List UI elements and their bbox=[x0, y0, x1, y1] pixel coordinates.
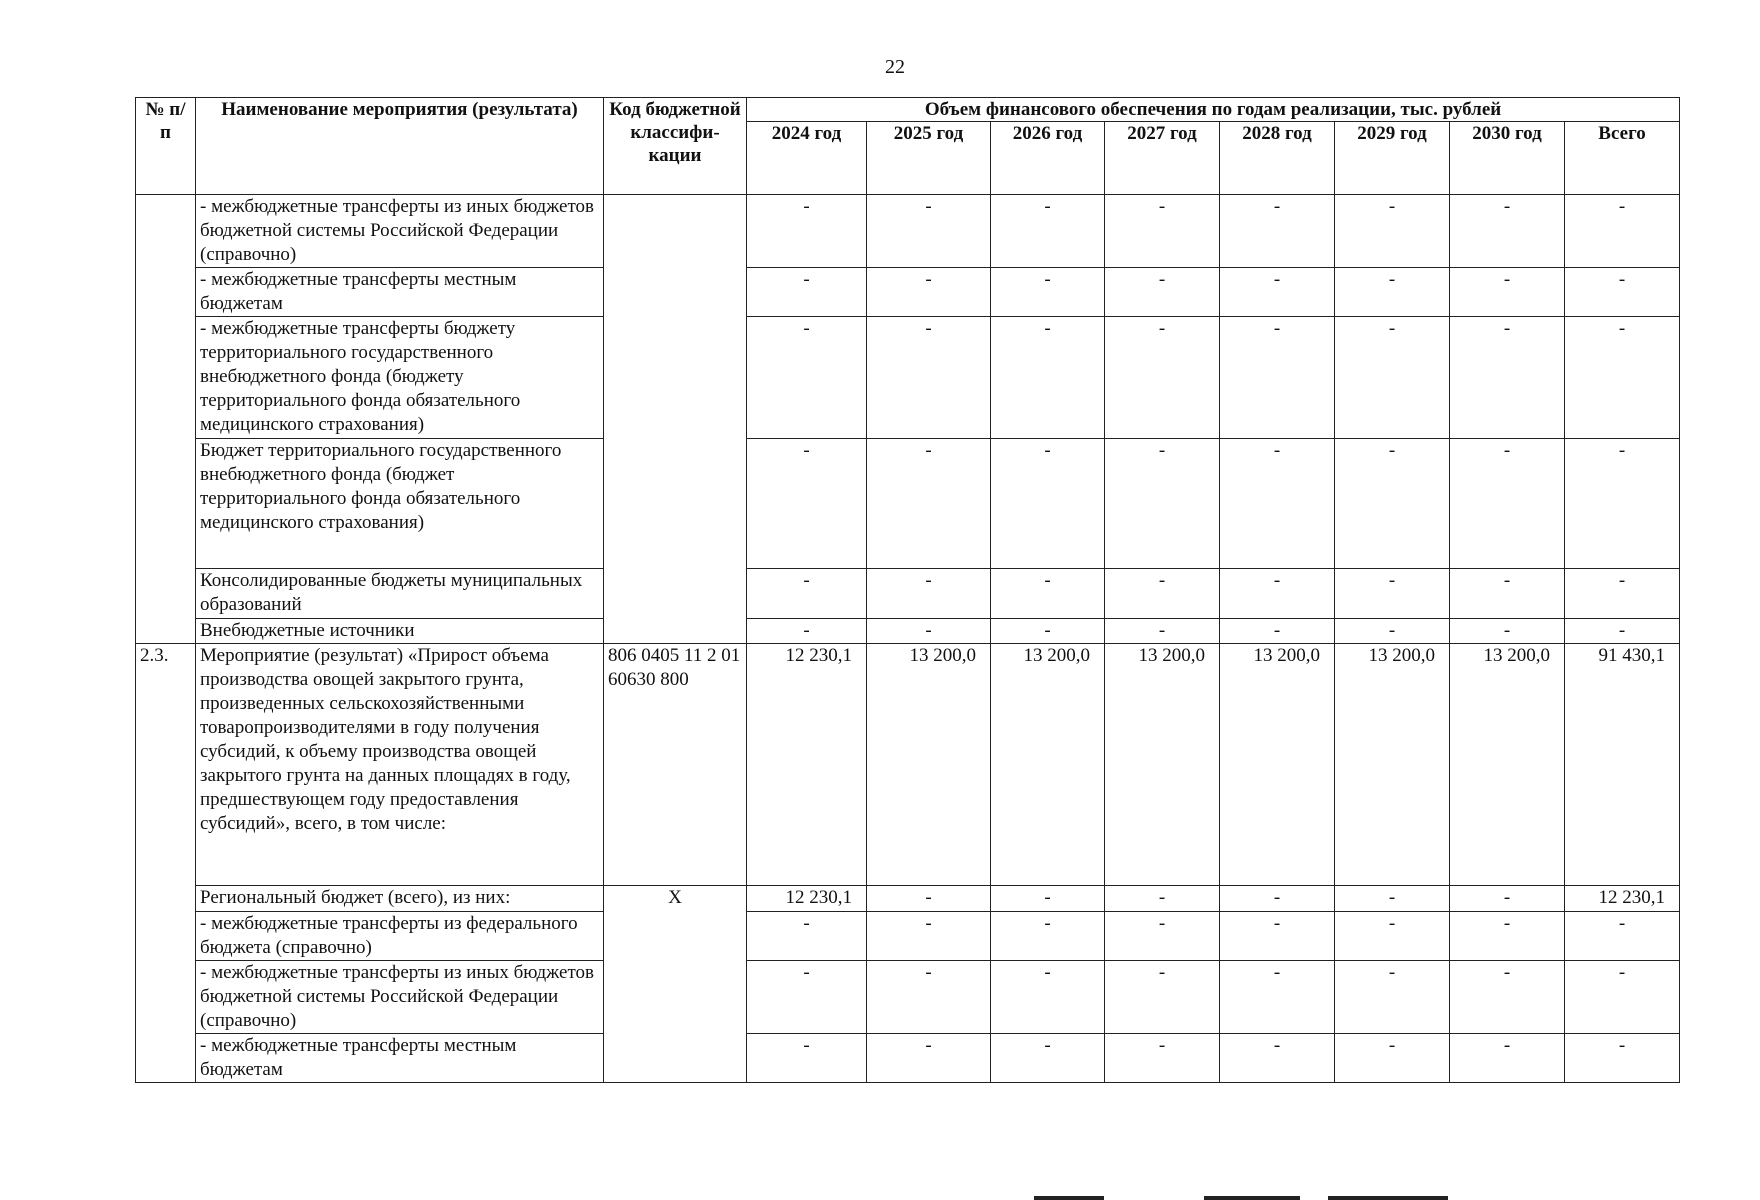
value-2029: - bbox=[1335, 195, 1450, 268]
value-2029: - bbox=[1335, 886, 1450, 912]
page-number: 22 bbox=[885, 56, 905, 78]
value-2028: - bbox=[1220, 886, 1335, 912]
value-2030: - bbox=[1450, 268, 1565, 317]
value-2026: - bbox=[991, 317, 1105, 439]
value-2027: - bbox=[1105, 912, 1220, 961]
value-2030: - bbox=[1450, 886, 1565, 912]
value-2027: - bbox=[1105, 619, 1220, 644]
value-total: - bbox=[1565, 317, 1680, 439]
value-2027: - bbox=[1105, 195, 1220, 268]
value-2027: - bbox=[1105, 317, 1220, 439]
value-2029: - bbox=[1335, 569, 1450, 619]
value-total: - bbox=[1565, 569, 1680, 619]
value-2030: - bbox=[1450, 912, 1565, 961]
table-row bbox=[136, 195, 1680, 268]
scan-mark bbox=[1204, 1196, 1300, 1200]
row-name: - межбюджетные трансферты бюджету территориального государственного внебюджетного фонда (бюджету территориального фонда обязательного медицинского страхования) bbox=[196, 317, 604, 439]
value-2028: - bbox=[1220, 619, 1335, 644]
value-2027: - bbox=[1105, 439, 1220, 569]
row-index bbox=[136, 195, 196, 644]
value-2024: 12 230,1 bbox=[747, 644, 867, 886]
row-index: 2.3. bbox=[136, 644, 196, 1083]
value-2024: - bbox=[747, 569, 867, 619]
row-name: Внебюджетные источники bbox=[196, 619, 604, 644]
value-2030: 13 200,0 bbox=[1450, 644, 1565, 886]
scan-mark bbox=[1328, 1196, 1448, 1200]
value-2025: - bbox=[867, 317, 991, 439]
value-2028: - bbox=[1220, 268, 1335, 317]
table-row bbox=[136, 961, 1680, 1034]
value-2025: - bbox=[867, 268, 991, 317]
table-row bbox=[136, 268, 1680, 317]
value-2025: - bbox=[867, 886, 991, 912]
table-row bbox=[136, 912, 1680, 961]
value-2029: - bbox=[1335, 1034, 1450, 1083]
value-2026: - bbox=[991, 439, 1105, 569]
value-2026: - bbox=[991, 268, 1105, 317]
table-row bbox=[136, 619, 1680, 644]
value-total: 12 230,1 bbox=[1565, 886, 1680, 912]
value-2029: - bbox=[1335, 439, 1450, 569]
header-year-2026: 2026 год bbox=[991, 122, 1105, 195]
row-name: - межбюджетные трансферты из федерального бюджета (справочно) bbox=[196, 912, 604, 961]
value-2026: - bbox=[991, 195, 1105, 268]
value-2024: - bbox=[747, 961, 867, 1034]
value-2027: 13 200,0 bbox=[1105, 644, 1220, 886]
header-year-2030: 2030 год bbox=[1450, 122, 1565, 195]
row-name: Региональный бюджет (всего), из них: bbox=[196, 886, 604, 912]
value-2027: - bbox=[1105, 268, 1220, 317]
value-2028: - bbox=[1220, 569, 1335, 619]
value-2029: - bbox=[1335, 317, 1450, 439]
row-code bbox=[604, 195, 747, 644]
value-2026: - bbox=[991, 619, 1105, 644]
value-2027: - bbox=[1105, 569, 1220, 619]
value-2030: - bbox=[1450, 619, 1565, 644]
value-2024: - bbox=[747, 1034, 867, 1083]
value-2029: - bbox=[1335, 619, 1450, 644]
value-2024: - bbox=[747, 268, 867, 317]
row-name: - межбюджетные трансферты из иных бюджетов бюджетной системы Российской Федерации (справочно) bbox=[196, 961, 604, 1034]
value-2026: - bbox=[991, 569, 1105, 619]
value-2030: - bbox=[1450, 569, 1565, 619]
value-2025: - bbox=[867, 619, 991, 644]
value-total: - bbox=[1565, 195, 1680, 268]
value-2024: - bbox=[747, 439, 867, 569]
table-row bbox=[136, 644, 1680, 886]
value-2030: - bbox=[1450, 961, 1565, 1034]
value-2028: - bbox=[1220, 912, 1335, 961]
header-code: Код бюджетной классифи-кации bbox=[604, 98, 747, 195]
header-year-2029: 2029 год bbox=[1335, 122, 1450, 195]
value-2026: - bbox=[991, 961, 1105, 1034]
value-2026: - bbox=[991, 912, 1105, 961]
value-2024: - bbox=[747, 195, 867, 268]
value-2024: - bbox=[747, 317, 867, 439]
value-2030: - bbox=[1450, 317, 1565, 439]
row-name: Бюджет территориального государственного внебюджетного фонда (бюджет территориального фонда обязательного медицинского страхования) bbox=[196, 439, 604, 569]
value-2029: 13 200,0 bbox=[1335, 644, 1450, 886]
value-2026: - bbox=[991, 886, 1105, 912]
value-total: - bbox=[1565, 439, 1680, 569]
value-2024: - bbox=[747, 619, 867, 644]
value-total: - bbox=[1565, 619, 1680, 644]
value-2026: 13 200,0 bbox=[991, 644, 1105, 886]
value-2028: - bbox=[1220, 439, 1335, 569]
table-row bbox=[136, 317, 1680, 439]
value-total: - bbox=[1565, 961, 1680, 1034]
header-name: Наименование мероприятия (результата) bbox=[196, 98, 604, 195]
value-2025: - bbox=[867, 195, 991, 268]
value-2024: 12 230,1 bbox=[747, 886, 867, 912]
value-total: - bbox=[1565, 1034, 1680, 1083]
value-2027: - bbox=[1105, 886, 1220, 912]
table-row bbox=[136, 1034, 1680, 1083]
row-code: 806 0405 11 2 01 60630 800 bbox=[604, 644, 747, 886]
value-2029: - bbox=[1335, 912, 1450, 961]
header-total: Всего bbox=[1565, 122, 1680, 195]
table-row bbox=[136, 569, 1680, 619]
value-2025: - bbox=[867, 569, 991, 619]
value-2030: - bbox=[1450, 1034, 1565, 1083]
value-2028: - bbox=[1220, 961, 1335, 1034]
table-row bbox=[136, 886, 1680, 912]
value-2028: - bbox=[1220, 195, 1335, 268]
value-2025: - bbox=[867, 961, 991, 1034]
value-total: - bbox=[1565, 912, 1680, 961]
row-code: Х bbox=[604, 886, 747, 1083]
value-2025: 13 200,0 bbox=[867, 644, 991, 886]
row-name: Мероприятие (результат) «Прирост объема производства овощей закрытого грунта, произведенных сельскохозяйственными товаропроизводителями в году получения субсидий, к объему производства овощей закрытого грунта на данных площадях в году, предшествующем году предоставления субсидий», всего, в том числе: bbox=[196, 644, 604, 886]
header-no: № п/п bbox=[136, 98, 196, 195]
row-name: - межбюджетные трансферты местным бюджетам bbox=[196, 268, 604, 317]
value-2026: - bbox=[991, 1034, 1105, 1083]
value-total: 91 430,1 bbox=[1565, 644, 1680, 886]
row-name: Консолидированные бюджеты муниципальных образований bbox=[196, 569, 604, 619]
budget-table bbox=[135, 97, 1680, 1083]
value-2025: - bbox=[867, 1034, 991, 1083]
header-year-2025: 2025 год bbox=[867, 122, 991, 195]
row-name: - межбюджетные трансферты местным бюджетам bbox=[196, 1034, 604, 1083]
value-2028: 13 200,0 bbox=[1220, 644, 1335, 886]
value-2025: - bbox=[867, 439, 991, 569]
value-2024: - bbox=[747, 912, 867, 961]
table-row bbox=[136, 439, 1680, 569]
value-2029: - bbox=[1335, 961, 1450, 1034]
value-2027: - bbox=[1105, 1034, 1220, 1083]
value-total: - bbox=[1565, 268, 1680, 317]
scan-mark bbox=[1034, 1196, 1104, 1200]
value-2028: - bbox=[1220, 1034, 1335, 1083]
value-2030: - bbox=[1450, 439, 1565, 569]
header-year-2027: 2027 год bbox=[1105, 122, 1220, 195]
header-funding-group: Объем финансового обеспечения по годам реализации, тыс. рублей bbox=[747, 98, 1680, 122]
value-2025: - bbox=[867, 912, 991, 961]
header-year-2024: 2024 год bbox=[747, 122, 867, 195]
value-2027: - bbox=[1105, 961, 1220, 1034]
row-name: - межбюджетные трансферты из иных бюджетов бюджетной системы Российской Федерации (справочно) bbox=[196, 195, 604, 268]
value-2029: - bbox=[1335, 268, 1450, 317]
value-2028: - bbox=[1220, 317, 1335, 439]
value-2030: - bbox=[1450, 195, 1565, 268]
header-year-2028: 2028 год bbox=[1220, 122, 1335, 195]
